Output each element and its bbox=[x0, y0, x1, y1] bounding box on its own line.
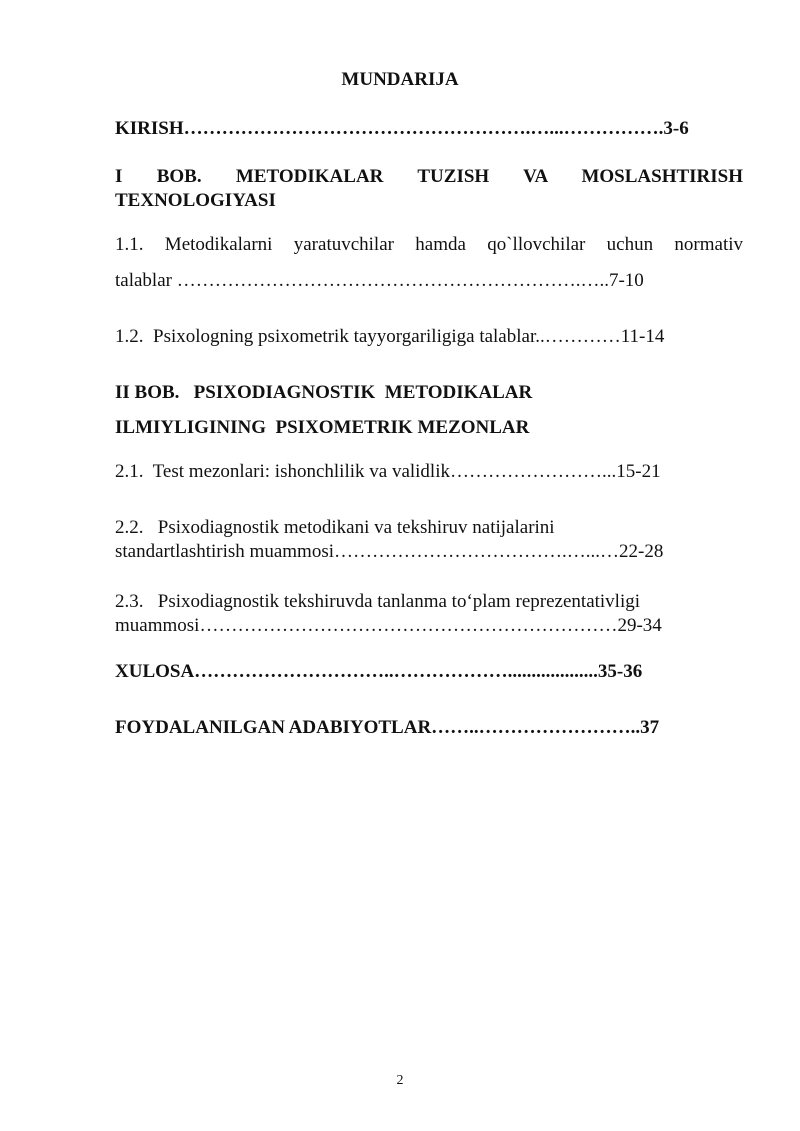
toc-entry-2-3: 2.3. Psixodiagnostik tekshiruvda tanlanma to‘plam reprezentativligi bbox=[115, 591, 641, 612]
toc-title: MUNDARIJA bbox=[341, 69, 459, 90]
toc-chapter-2-heading: II BOB. PSIXODIAGNOSTIK METODIKALAR bbox=[115, 382, 533, 403]
toc-chapter-2-heading-cont: ILMIYLIGINING PSIXOMETRIK MEZONLAR bbox=[115, 417, 530, 438]
toc-chapter-1-heading-cont: TEXNOLOGIYASI bbox=[115, 190, 276, 211]
toc-entry-2-2: 2.2. Psixodiagnostik metodikani va tekshiruv natijalarini bbox=[115, 517, 555, 538]
toc-entry-1-1: 1.1. Metodikalarni yaratuvchilar hamda qo`llovchilar uchun normativ bbox=[115, 234, 743, 255]
page-number: 2 bbox=[396, 1073, 404, 1088]
toc-entry-kirish: KIRISH……………………………………………….…...…………….3-6 bbox=[115, 118, 689, 139]
toc-entry-1-1-cont: talablar ……………………………………………………….…..7-10 bbox=[115, 270, 644, 291]
toc-entry-foydalanilgan-adabiyotlar: FOYDALANILGAN ADABIYOTLAR……..……………………..37 bbox=[115, 717, 660, 738]
toc-entry-2-2-cont: standartlashtirish muammosi……………………………….…...…22-28 bbox=[115, 541, 664, 562]
toc-entry-2-1: 2.1. Test mezonlari: ishonchlilik va validlik……………………...15-21 bbox=[115, 461, 661, 482]
toc-entry-2-3-cont: muammosi…………………………………………………………29-34 bbox=[115, 615, 662, 636]
toc-entry-xulosa: XULOSA…………………………..………………...................35-36 bbox=[115, 661, 643, 682]
toc-chapter-1-heading: I BOB. METODIKALAR TUZISH VA MOSLASHTIRISH bbox=[115, 166, 743, 187]
toc-entry-1-2: 1.2. Psixologning psixometrik tayyorgariligiga talablar..…………11-14 bbox=[115, 326, 665, 347]
